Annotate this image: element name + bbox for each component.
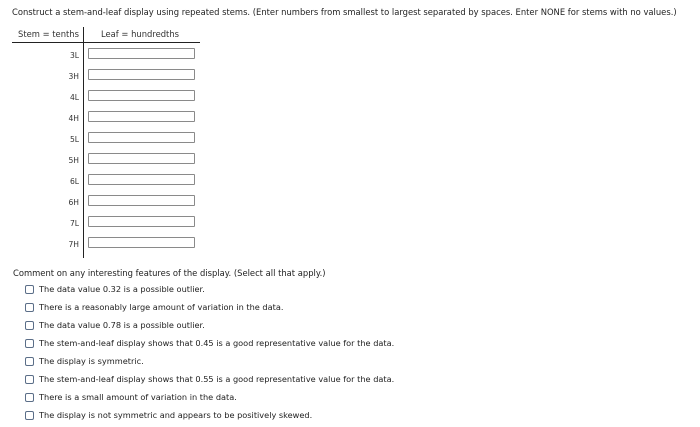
leaf-input-4L[interactable]	[88, 90, 195, 101]
option-label: The display is not symmetric and appears to be positively skewed.	[39, 410, 313, 420]
option-representative-055[interactable]	[25, 373, 394, 385]
leaf-input-6L[interactable]	[88, 174, 195, 185]
question-text: Comment on any interesting features of the display. (Select all that apply.)	[13, 268, 326, 278]
leaf-input-5L[interactable]	[88, 132, 195, 143]
option-representative-045[interactable]	[25, 337, 394, 349]
option-label: There is a reasonably large amount of variation in the data.	[39, 302, 284, 312]
option-label: The display is symmetric.	[39, 356, 144, 366]
checkbox[interactable]	[25, 393, 34, 402]
option-label: The stem-and-leaf display shows that 0.45 is a good representative value for the data.	[39, 338, 395, 348]
checkbox[interactable]	[25, 339, 34, 348]
leaf-input-6H[interactable]	[88, 195, 195, 206]
instructions-text: Construct a stem-and-leaf display using repeated stems. (Enter numbers from smallest to largest separated by spaces. Enter NONE for stems with no values.)	[12, 7, 677, 17]
stem-label: 6H	[68, 198, 79, 207]
stem-label: 7L	[69, 219, 79, 228]
leaf-input-7H[interactable]	[88, 237, 195, 248]
checkbox[interactable]	[25, 303, 34, 312]
leaf-header: Leaf = hundredths	[101, 29, 180, 39]
stem-label: 7H	[68, 240, 79, 249]
stem-label: 3L	[69, 51, 79, 60]
option-label: The data value 0.32 is a possible outlier.	[39, 284, 205, 294]
stem-leaf-divider	[83, 27, 84, 258]
stem-label: 3H	[68, 72, 79, 81]
stem-label: 4L	[69, 93, 79, 102]
checkbox[interactable]	[25, 285, 34, 294]
stem-header: Stem = tenths	[18, 29, 79, 39]
checkbox[interactable]	[25, 375, 34, 384]
stem-label: 5L	[69, 135, 79, 144]
option-outlier-032[interactable]	[25, 283, 205, 295]
option-label: There is a small amount of variation in the data.	[39, 392, 237, 402]
leaf-input-4H[interactable]	[88, 111, 195, 122]
option-positively-skewed[interactable]	[25, 409, 312, 421]
leaf-input-5H[interactable]	[88, 153, 195, 164]
option-small-variation[interactable]	[25, 391, 237, 403]
option-symmetric[interactable]	[25, 355, 144, 367]
header-divider	[12, 42, 200, 43]
stem-label: 6L	[69, 177, 79, 186]
leaf-input-7L[interactable]	[88, 216, 195, 227]
option-large-variation[interactable]	[25, 301, 283, 313]
stem-label: 5H	[68, 156, 79, 165]
option-outlier-078[interactable]	[25, 319, 205, 331]
checkbox[interactable]	[25, 321, 34, 330]
checkbox[interactable]	[25, 411, 34, 420]
checkbox[interactable]	[25, 357, 34, 366]
stem-label: 4H	[68, 114, 79, 123]
option-label: The stem-and-leaf display shows that 0.55 is a good representative value for the data.	[39, 374, 395, 384]
leaf-input-3L[interactable]	[88, 48, 195, 59]
option-label: The data value 0.78 is a possible outlier.	[39, 320, 205, 330]
leaf-input-3H[interactable]	[88, 69, 195, 80]
